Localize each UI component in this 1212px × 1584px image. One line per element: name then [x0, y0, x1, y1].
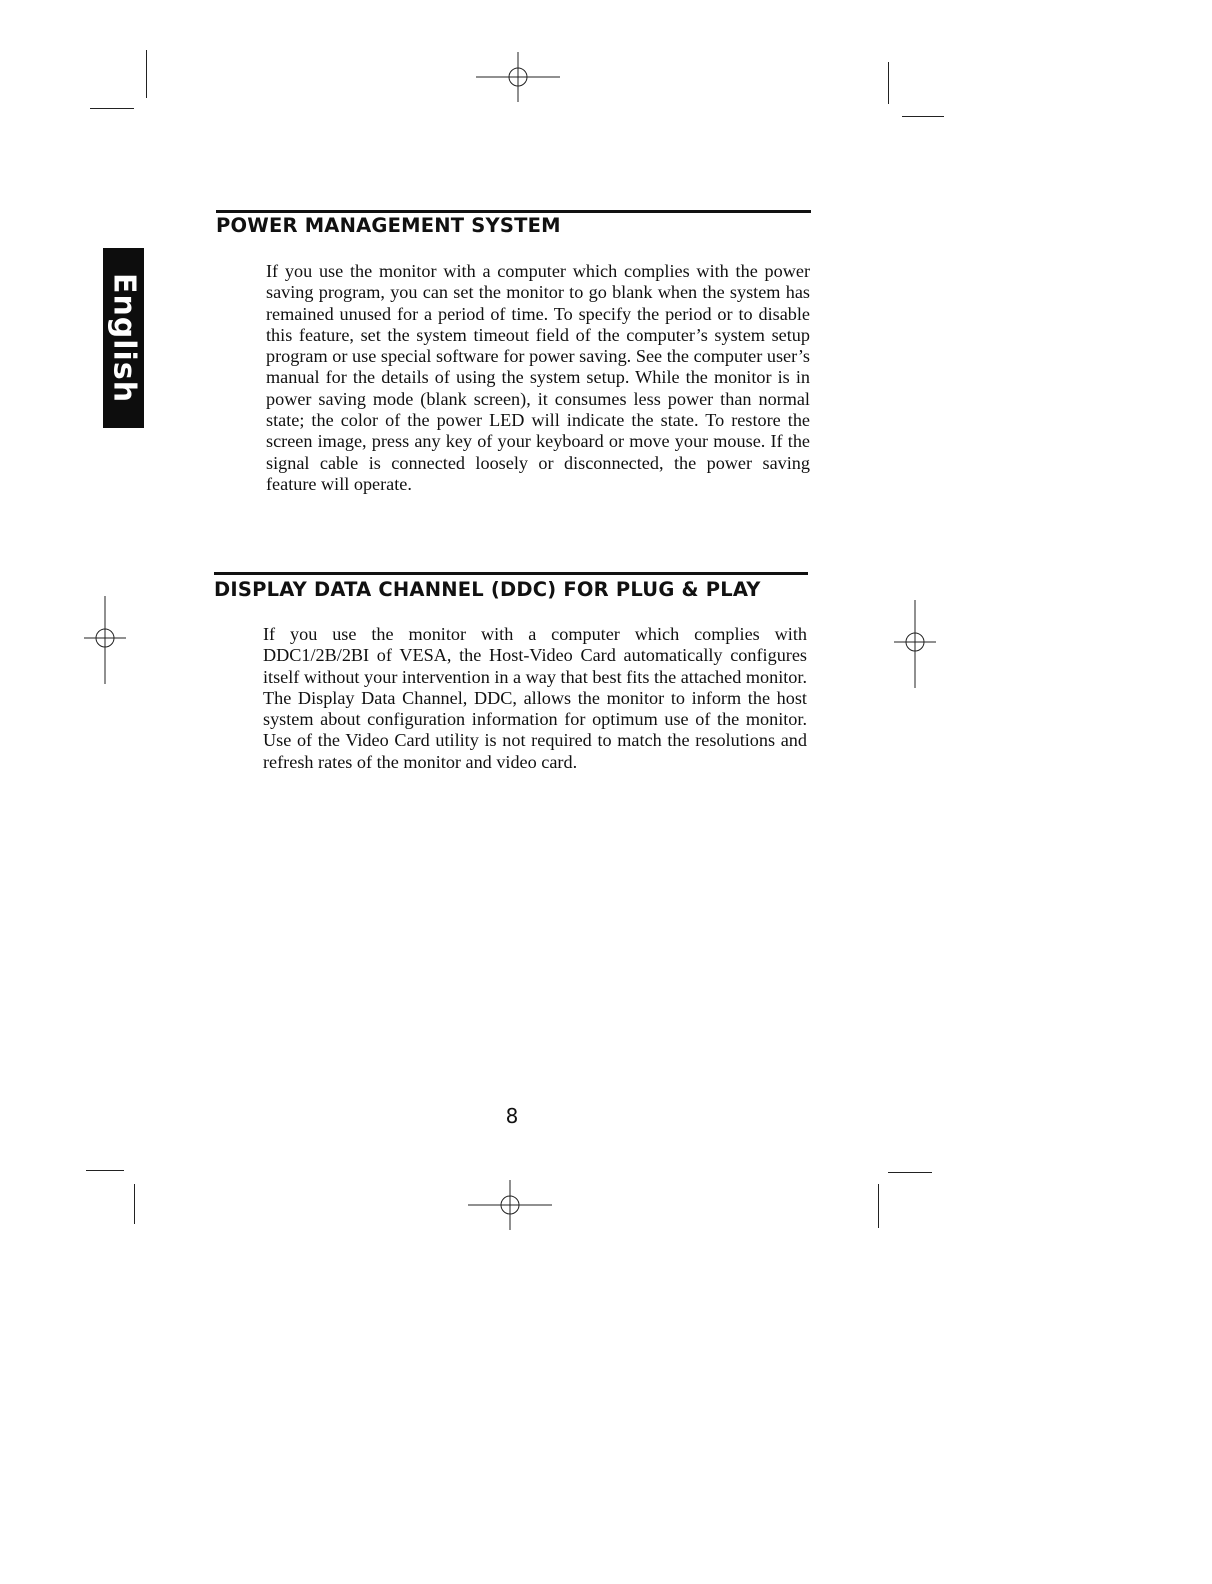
crop-mark — [90, 108, 134, 109]
registration-mark-top — [476, 52, 560, 104]
crop-mark — [888, 62, 889, 104]
language-tab — [103, 248, 144, 428]
crop-mark — [146, 50, 147, 98]
crop-mark — [902, 116, 944, 117]
section-title-ddc: DISPLAY DATA CHANNEL (DDC) FOR PLUG & PLAY — [214, 578, 761, 601]
registration-mark-bottom — [468, 1180, 552, 1230]
crop-mark — [888, 1172, 932, 1173]
crop-mark — [86, 1170, 124, 1171]
registration-mark-right — [894, 600, 936, 688]
section-rule — [214, 572, 808, 575]
section-title-power-management: POWER MANAGEMENT SYSTEM — [216, 214, 561, 237]
page-number: 8 — [505, 1104, 519, 1128]
section-body-ddc: If you use the monitor with a computer which complies with DDC1/2B/2BI of VESA, the Host-Video Card automatically configures itself without your intervention in a way that best fits the attached monitor. The Display Data Channel, DDC, allows the monitor to inform the host system about configuration information for optimum use of the monitor. Use of the Video Card utility is not required to match the resolutions and refresh rates of the monitor and video card. — [263, 624, 807, 772]
section-body-power-management: If you use the monitor with a computer which complies with the power saving program, you can set the monitor to go blank when the system has remained unused for a period of time. To specify the period or to disable this feature, set the system timeout field of the computer’s system setup program or use special software for power saving. See the computer user’s manual for the details of using the system setup. While the monitor is in power saving mode (blank screen), it consumes less power than normal state; the color of the power LED will indicate the state. To restore the screen image, press any key of your keyboard or move your mouse. If the signal cable is connected loosely or disconnected, the power saving feature will operate. — [266, 261, 810, 494]
registration-mark-left — [84, 596, 126, 684]
crop-mark — [134, 1184, 135, 1224]
section-rule — [216, 210, 811, 213]
language-tab-label: English — [106, 272, 141, 404]
crop-mark — [878, 1184, 879, 1228]
